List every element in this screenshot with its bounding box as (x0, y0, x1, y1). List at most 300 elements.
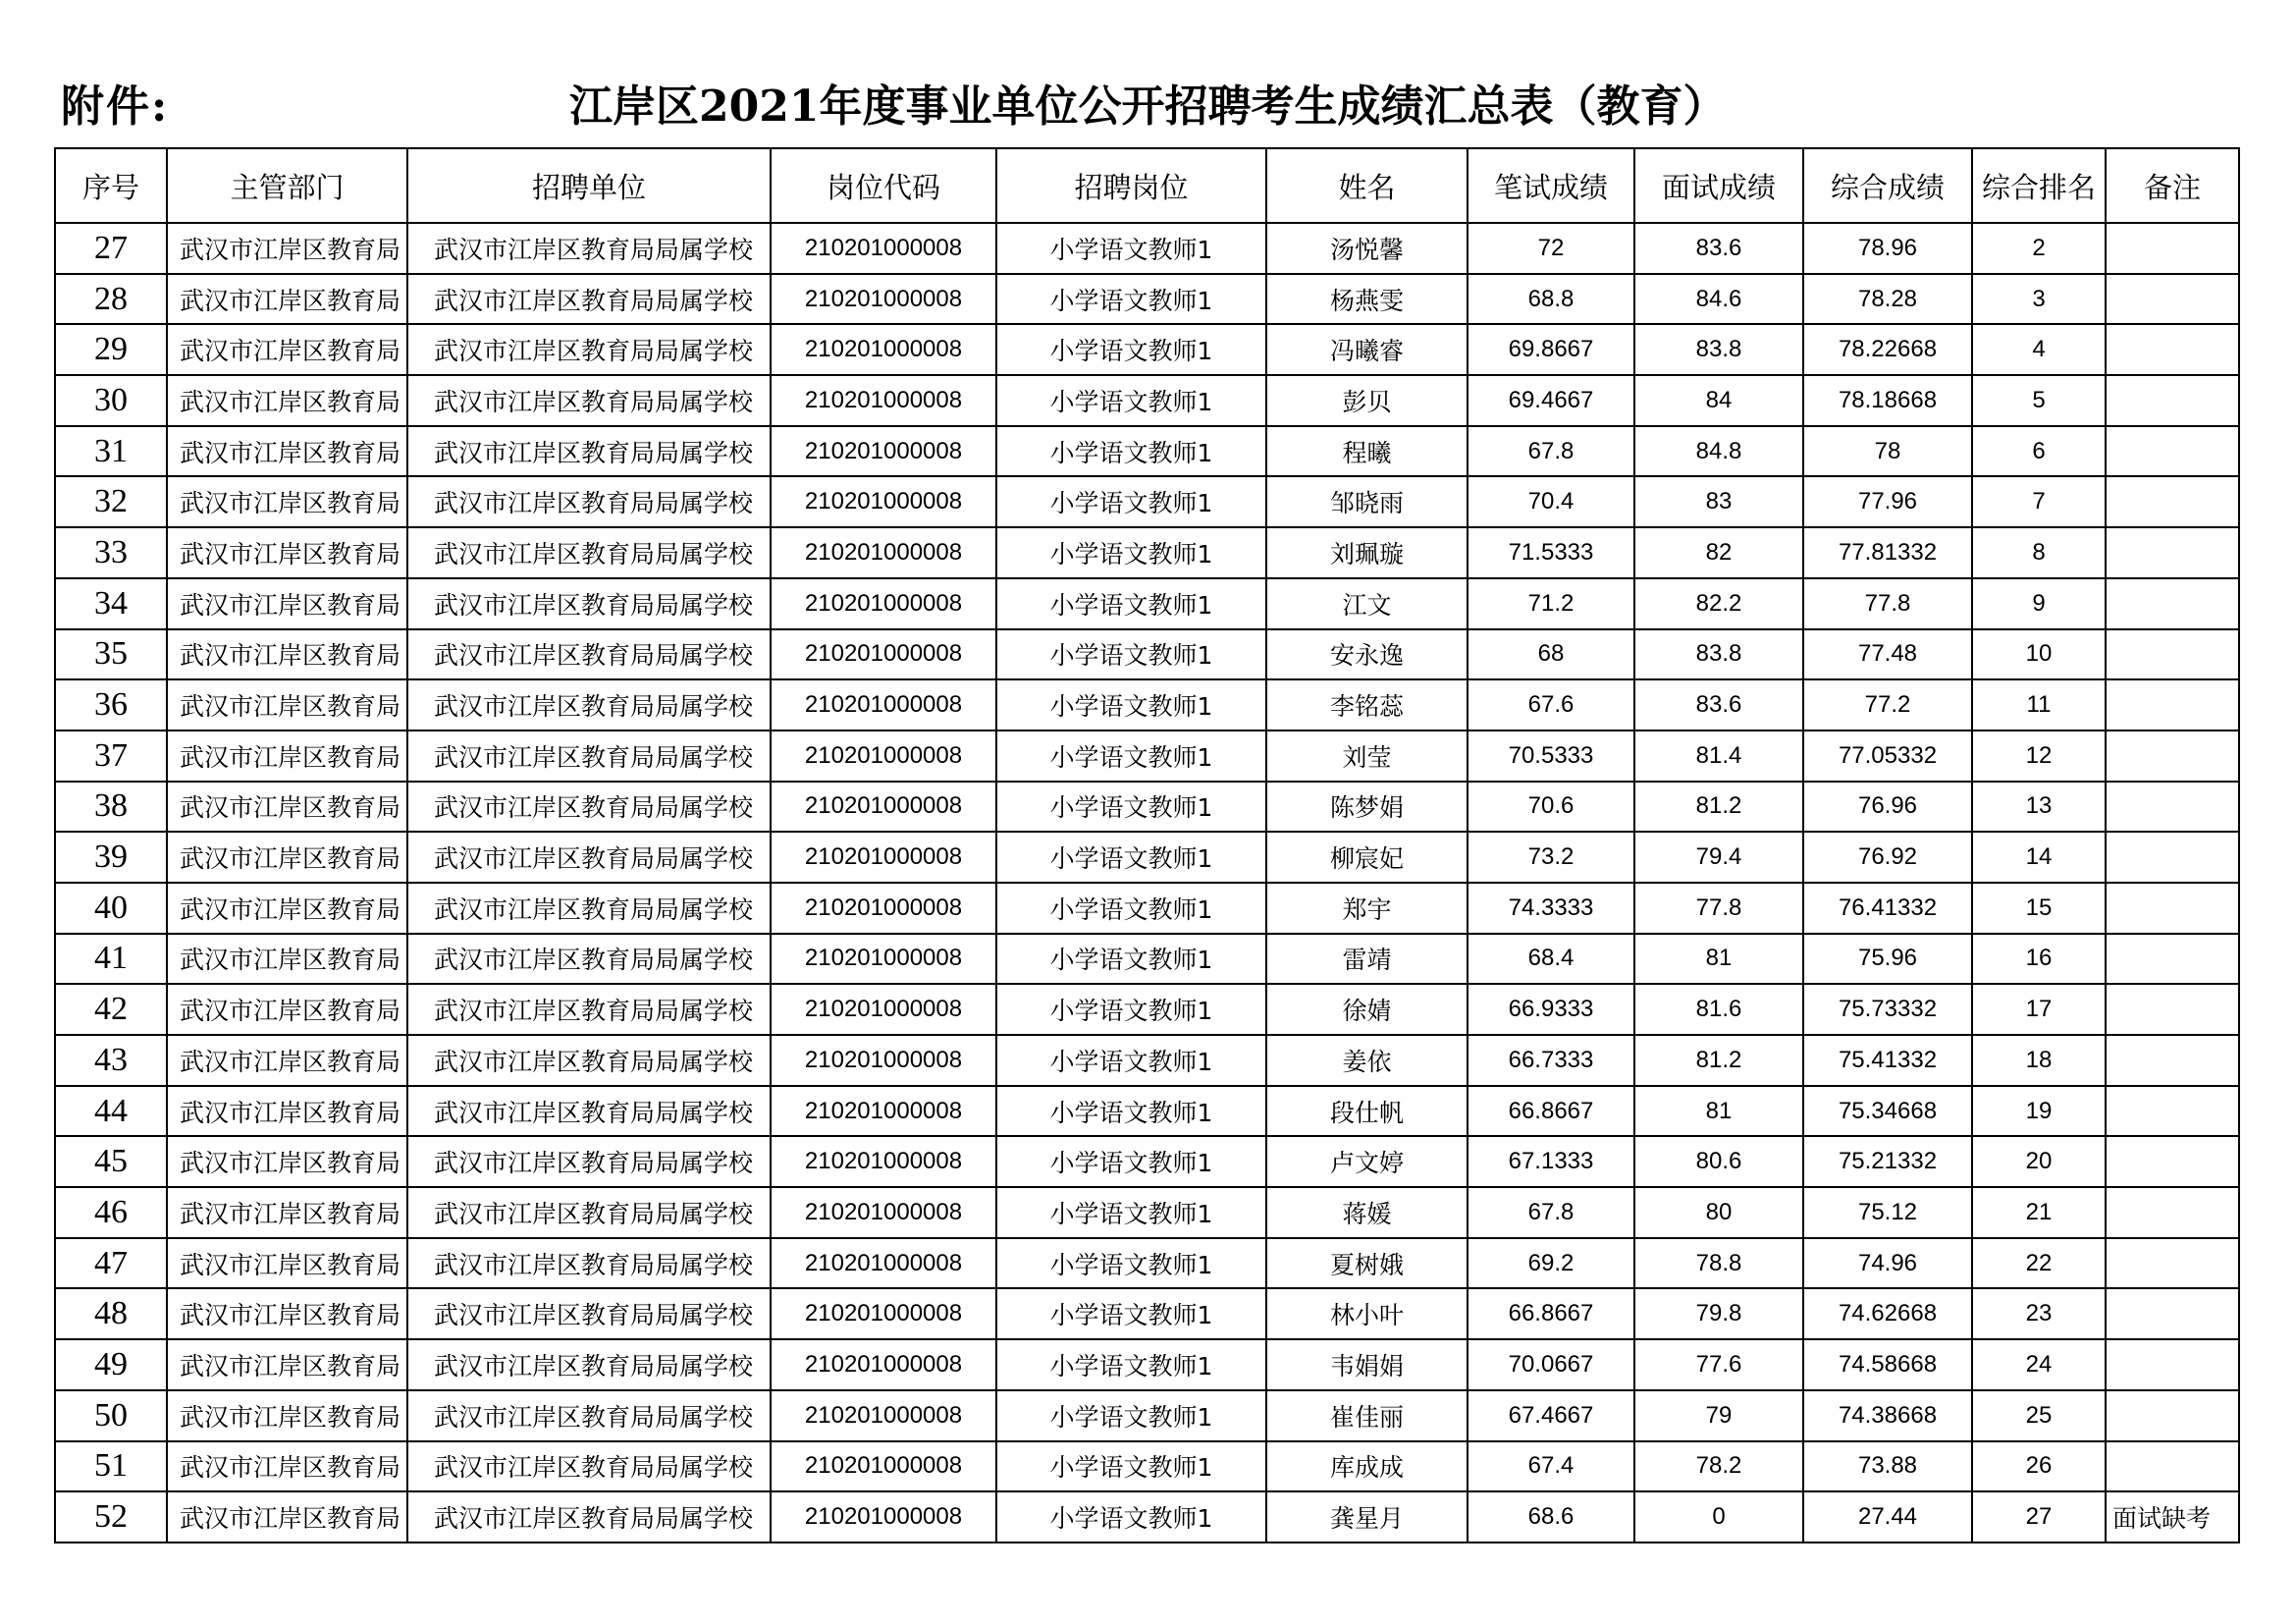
seq-cell: 28 (55, 274, 167, 325)
code-cell: 210201000008 (771, 832, 996, 883)
seq-cell: 48 (55, 1288, 167, 1339)
interview-score-cell: 80 (1634, 1187, 1803, 1238)
seq-cell: 46 (55, 1187, 167, 1238)
name-cell: 彭贝 (1266, 375, 1468, 426)
total-score-cell: 76.92 (1803, 832, 1972, 883)
interview-score-cell: 84.8 (1634, 426, 1803, 477)
note-cell (2106, 1390, 2239, 1441)
written-score-cell: 71.2 (1468, 578, 1634, 629)
table-header (55, 148, 2239, 223)
dept-cell: 武汉市江岸区教育局 (167, 1136, 407, 1187)
total-score-cell: 75.73332 (1803, 984, 1972, 1035)
note-cell (2106, 984, 2239, 1035)
rank-cell: 7 (1972, 476, 2106, 527)
code-cell: 210201000008 (771, 375, 996, 426)
position-cell: 小学语文教师1 (996, 629, 1266, 680)
rank-cell: 26 (1972, 1441, 2106, 1492)
seq-cell: 40 (55, 883, 167, 934)
position-cell: 小学语文教师1 (996, 984, 1266, 1035)
name-cell: 徐婧 (1266, 984, 1468, 1035)
dept-cell: 武汉市江岸区教育局 (167, 1035, 407, 1086)
total-score-cell: 77.48 (1803, 629, 1972, 680)
table-row (55, 1086, 2239, 1137)
dept-cell: 武汉市江岸区教育局 (167, 1441, 407, 1492)
dept-cell: 武汉市江岸区教育局 (167, 426, 407, 477)
code-cell: 210201000008 (771, 1035, 996, 1086)
unit-cell: 武汉市江岸区教育局局属学校 (407, 731, 771, 782)
interview-score-cell: 82 (1634, 527, 1803, 578)
written-score-cell: 66.8667 (1468, 1288, 1634, 1339)
written-score-cell: 67.8 (1468, 426, 1634, 477)
written-score-cell: 74.3333 (1468, 883, 1634, 934)
note-cell (2106, 1238, 2239, 1289)
total-score-cell: 77.2 (1803, 679, 1972, 731)
col-header-written: 笔试成绩 (1468, 148, 1634, 223)
unit-cell: 武汉市江岸区教育局局属学校 (407, 1035, 771, 1086)
code-cell: 210201000008 (771, 1238, 996, 1289)
seq-cell: 37 (55, 731, 167, 782)
interview-score-cell: 80.6 (1634, 1136, 1803, 1187)
table-row (55, 1035, 2239, 1086)
note-cell (2106, 1035, 2239, 1086)
code-cell: 210201000008 (771, 629, 996, 680)
seq-cell: 42 (55, 984, 167, 1035)
table-row (55, 1491, 2239, 1543)
note-cell (2106, 578, 2239, 629)
position-cell: 小学语文教师1 (996, 934, 1266, 985)
written-score-cell: 67.8 (1468, 1187, 1634, 1238)
unit-cell: 武汉市江岸区教育局局属学校 (407, 782, 771, 833)
position-cell: 小学语文教师1 (996, 223, 1266, 274)
dept-cell: 武汉市江岸区教育局 (167, 731, 407, 782)
written-score-cell: 72 (1468, 223, 1634, 274)
total-score-cell: 75.41332 (1803, 1035, 1972, 1086)
position-cell: 小学语文教师1 (996, 1339, 1266, 1390)
unit-cell: 武汉市江岸区教育局局属学校 (407, 476, 771, 527)
note-cell (2106, 1086, 2239, 1137)
position-cell: 小学语文教师1 (996, 324, 1266, 375)
dept-cell: 武汉市江岸区教育局 (167, 375, 407, 426)
total-score-cell: 78 (1803, 426, 1972, 477)
name-cell: 邹晓雨 (1266, 476, 1468, 527)
rank-cell: 10 (1972, 629, 2106, 680)
table-row (55, 1238, 2239, 1289)
total-score-cell: 77.81332 (1803, 527, 1972, 578)
interview-score-cell: 77.8 (1634, 883, 1803, 934)
seq-cell: 29 (55, 324, 167, 375)
unit-cell: 武汉市江岸区教育局局属学校 (407, 426, 771, 477)
document-title: 江岸区2021年度事业单位公开招聘考生成绩汇总表（教育） (569, 81, 1727, 132)
seq-cell: 44 (55, 1086, 167, 1137)
total-score-cell: 78.18668 (1803, 375, 1972, 426)
unit-cell: 武汉市江岸区教育局局属学校 (407, 629, 771, 680)
note-cell (2106, 934, 2239, 985)
total-score-cell: 74.96 (1803, 1238, 1972, 1289)
total-score-cell: 75.21332 (1803, 1136, 1972, 1187)
interview-score-cell: 79.4 (1634, 832, 1803, 883)
seq-cell: 47 (55, 1238, 167, 1289)
name-cell: 雷靖 (1266, 934, 1468, 985)
code-cell: 210201000008 (771, 1441, 996, 1492)
unit-cell: 武汉市江岸区教育局局属学校 (407, 984, 771, 1035)
seq-cell: 49 (55, 1339, 167, 1390)
written-score-cell: 67.4667 (1468, 1390, 1634, 1441)
total-score-cell: 27.44 (1803, 1491, 1972, 1543)
name-cell: 柳宸妃 (1266, 832, 1468, 883)
position-cell: 小学语文教师1 (996, 274, 1266, 325)
seq-cell: 50 (55, 1390, 167, 1441)
seq-cell: 32 (55, 476, 167, 527)
rank-cell: 17 (1972, 984, 2106, 1035)
interview-score-cell: 79 (1634, 1390, 1803, 1441)
name-cell: 刘莹 (1266, 731, 1468, 782)
col-header-unit: 招聘单位 (407, 148, 771, 223)
seq-cell: 52 (55, 1491, 167, 1543)
table-row (55, 1339, 2239, 1390)
seq-cell: 31 (55, 426, 167, 477)
col-header-note: 备注 (2106, 148, 2239, 223)
interview-score-cell: 81.6 (1634, 984, 1803, 1035)
note-cell (2106, 782, 2239, 833)
dept-cell: 武汉市江岸区教育局 (167, 1238, 407, 1289)
unit-cell: 武汉市江岸区教育局局属学校 (407, 679, 771, 731)
rank-cell: 3 (1972, 274, 2106, 325)
rank-cell: 27 (1972, 1491, 2106, 1543)
dept-cell: 武汉市江岸区教育局 (167, 679, 407, 731)
code-cell: 210201000008 (771, 223, 996, 274)
interview-score-cell: 84.6 (1634, 274, 1803, 325)
name-cell: 冯曦睿 (1266, 324, 1468, 375)
interview-score-cell: 81 (1634, 1086, 1803, 1137)
written-score-cell: 70.5333 (1468, 731, 1634, 782)
interview-score-cell: 78.8 (1634, 1238, 1803, 1289)
code-cell: 210201000008 (771, 731, 996, 782)
code-cell: 210201000008 (771, 1136, 996, 1187)
total-score-cell: 74.38668 (1803, 1390, 1972, 1441)
name-cell: 江文 (1266, 578, 1468, 629)
rank-cell: 25 (1972, 1390, 2106, 1441)
unit-cell: 武汉市江岸区教育局局属学校 (407, 324, 771, 375)
position-cell: 小学语文教师1 (996, 679, 1266, 731)
table-row (55, 578, 2239, 629)
rank-cell: 13 (1972, 782, 2106, 833)
rank-cell: 23 (1972, 1288, 2106, 1339)
unit-cell: 武汉市江岸区教育局局属学校 (407, 274, 771, 325)
note-cell (2106, 1441, 2239, 1492)
dept-cell: 武汉市江岸区教育局 (167, 1086, 407, 1137)
seq-cell: 30 (55, 375, 167, 426)
code-cell: 210201000008 (771, 476, 996, 527)
col-header-seq: 序号 (55, 148, 167, 223)
table-row (55, 629, 2239, 680)
col-header-name: 姓名 (1266, 148, 1468, 223)
name-cell: 姜依 (1266, 1035, 1468, 1086)
note-cell (2106, 324, 2239, 375)
total-score-cell: 74.62668 (1803, 1288, 1972, 1339)
position-cell: 小学语文教师1 (996, 476, 1266, 527)
table-row (55, 274, 2239, 325)
unit-cell: 武汉市江岸区教育局局属学校 (407, 1238, 771, 1289)
dept-cell: 武汉市江岸区教育局 (167, 578, 407, 629)
written-score-cell: 70.4 (1468, 476, 1634, 527)
dept-cell: 武汉市江岸区教育局 (167, 223, 407, 274)
written-score-cell: 69.2 (1468, 1238, 1634, 1289)
written-score-cell: 71.5333 (1468, 527, 1634, 578)
table-row (55, 883, 2239, 934)
written-score-cell: 66.9333 (1468, 984, 1634, 1035)
written-score-cell: 66.7333 (1468, 1035, 1634, 1086)
rank-cell: 8 (1972, 527, 2106, 578)
total-score-cell: 77.8 (1803, 578, 1972, 629)
rank-cell: 21 (1972, 1187, 2106, 1238)
dept-cell: 武汉市江岸区教育局 (167, 476, 407, 527)
written-score-cell: 73.2 (1468, 832, 1634, 883)
rank-cell: 2 (1972, 223, 2106, 274)
code-cell: 210201000008 (771, 1187, 996, 1238)
table-row (55, 782, 2239, 833)
code-cell: 210201000008 (771, 782, 996, 833)
rank-cell: 5 (1972, 375, 2106, 426)
total-score-cell: 76.96 (1803, 782, 1972, 833)
note-cell (2106, 731, 2239, 782)
note-cell (2106, 883, 2239, 934)
note-cell (2106, 679, 2239, 731)
interview-score-cell: 79.8 (1634, 1288, 1803, 1339)
seq-cell: 34 (55, 578, 167, 629)
written-score-cell: 67.6 (1468, 679, 1634, 731)
position-cell: 小学语文教师1 (996, 1035, 1266, 1086)
note-cell (2106, 1136, 2239, 1187)
total-score-cell: 78.96 (1803, 223, 1972, 274)
code-cell: 210201000008 (771, 324, 996, 375)
name-cell: 李铭蕊 (1266, 679, 1468, 731)
unit-cell: 武汉市江岸区教育局局属学校 (407, 832, 771, 883)
note-cell (2106, 1339, 2239, 1390)
interview-score-cell: 77.6 (1634, 1339, 1803, 1390)
score-table (54, 147, 2240, 1543)
table-row (55, 1136, 2239, 1187)
rank-cell: 12 (1972, 731, 2106, 782)
seq-cell: 33 (55, 527, 167, 578)
total-score-cell: 75.34668 (1803, 1086, 1972, 1137)
name-cell: 崔佳丽 (1266, 1390, 1468, 1441)
written-score-cell: 69.8667 (1468, 324, 1634, 375)
name-cell: 段仕帆 (1266, 1086, 1468, 1137)
note-cell (2106, 629, 2239, 680)
rank-cell: 22 (1972, 1238, 2106, 1289)
dept-cell: 武汉市江岸区教育局 (167, 984, 407, 1035)
dept-cell: 武汉市江岸区教育局 (167, 527, 407, 578)
unit-cell: 武汉市江岸区教育局局属学校 (407, 1288, 771, 1339)
dept-cell: 武汉市江岸区教育局 (167, 782, 407, 833)
name-cell: 林小叶 (1266, 1288, 1468, 1339)
name-cell: 龚星月 (1266, 1491, 1468, 1543)
dept-cell: 武汉市江岸区教育局 (167, 1288, 407, 1339)
total-score-cell: 73.88 (1803, 1441, 1972, 1492)
table-row (55, 375, 2239, 426)
code-cell: 210201000008 (771, 426, 996, 477)
name-cell: 郑宇 (1266, 883, 1468, 934)
col-header-position: 招聘岗位 (996, 148, 1266, 223)
table-row (55, 1441, 2239, 1492)
interview-score-cell: 83.8 (1634, 324, 1803, 375)
total-score-cell: 77.96 (1803, 476, 1972, 527)
rank-cell: 18 (1972, 1035, 2106, 1086)
col-header-rank: 综合排名 (1972, 148, 2106, 223)
rank-cell: 15 (1972, 883, 2106, 934)
position-cell: 小学语文教师1 (996, 1086, 1266, 1137)
seq-cell: 39 (55, 832, 167, 883)
position-cell: 小学语文教师1 (996, 1491, 1266, 1543)
name-cell: 刘珮璇 (1266, 527, 1468, 578)
col-header-interview: 面试成绩 (1634, 148, 1803, 223)
total-score-cell: 75.96 (1803, 934, 1972, 985)
rank-cell: 24 (1972, 1339, 2106, 1390)
dept-cell: 武汉市江岸区教育局 (167, 629, 407, 680)
seq-cell: 41 (55, 934, 167, 985)
seq-cell: 27 (55, 223, 167, 274)
name-cell: 杨燕雯 (1266, 274, 1468, 325)
rank-cell: 4 (1972, 324, 2106, 375)
note-cell (2106, 527, 2239, 578)
note-cell (2106, 274, 2239, 325)
col-header-code: 岗位代码 (771, 148, 996, 223)
name-cell: 卢文婷 (1266, 1136, 1468, 1187)
col-header-dept: 主管部门 (167, 148, 407, 223)
table-row (55, 679, 2239, 731)
position-cell: 小学语文教师1 (996, 426, 1266, 477)
dept-cell: 武汉市江岸区教育局 (167, 1491, 407, 1543)
seq-cell: 51 (55, 1441, 167, 1492)
note-cell (2106, 1288, 2239, 1339)
interview-score-cell: 83.6 (1634, 223, 1803, 274)
total-score-cell: 78.28 (1803, 274, 1972, 325)
unit-cell: 武汉市江岸区教育局局属学校 (407, 375, 771, 426)
note-cell: 面试缺考 (2106, 1491, 2239, 1543)
code-cell: 210201000008 (771, 934, 996, 985)
note-cell (2106, 476, 2239, 527)
unit-cell: 武汉市江岸区教育局局属学校 (407, 1491, 771, 1543)
header-row (55, 148, 2239, 223)
position-cell: 小学语文教师1 (996, 883, 1266, 934)
seq-cell: 43 (55, 1035, 167, 1086)
unit-cell: 武汉市江岸区教育局局属学校 (407, 578, 771, 629)
dept-cell: 武汉市江岸区教育局 (167, 274, 407, 325)
table-row (55, 476, 2239, 527)
table-row (55, 934, 2239, 985)
name-cell: 汤悦馨 (1266, 223, 1468, 274)
unit-cell: 武汉市江岸区教育局局属学校 (407, 934, 771, 985)
table-row (55, 426, 2239, 477)
written-score-cell: 68 (1468, 629, 1634, 680)
col-header-total: 综合成绩 (1803, 148, 1972, 223)
rank-cell: 20 (1972, 1136, 2106, 1187)
position-cell: 小学语文教师1 (996, 375, 1266, 426)
position-cell: 小学语文教师1 (996, 527, 1266, 578)
rank-cell: 14 (1972, 832, 2106, 883)
interview-score-cell: 81.4 (1634, 731, 1803, 782)
dept-cell: 武汉市江岸区教育局 (167, 1187, 407, 1238)
attachment-label: 附件: (61, 81, 170, 132)
name-cell: 夏树娥 (1266, 1238, 1468, 1289)
table-row (55, 1390, 2239, 1441)
written-score-cell: 68.4 (1468, 934, 1634, 985)
rank-cell: 9 (1972, 578, 2106, 629)
unit-cell: 武汉市江岸区教育局局属学校 (407, 223, 771, 274)
code-cell: 210201000008 (771, 679, 996, 731)
name-cell: 程曦 (1266, 426, 1468, 477)
table-row (55, 324, 2239, 375)
code-cell: 210201000008 (771, 883, 996, 934)
position-cell: 小学语文教师1 (996, 578, 1266, 629)
code-cell: 210201000008 (771, 578, 996, 629)
code-cell: 210201000008 (771, 274, 996, 325)
written-score-cell: 67.4 (1468, 1441, 1634, 1492)
name-cell: 蒋媛 (1266, 1187, 1468, 1238)
unit-cell: 武汉市江岸区教育局局属学校 (407, 883, 771, 934)
written-score-cell: 70.6 (1468, 782, 1634, 833)
position-cell: 小学语文教师1 (996, 1288, 1266, 1339)
code-cell: 210201000008 (771, 1491, 996, 1543)
note-cell (2106, 1187, 2239, 1238)
written-score-cell: 66.8667 (1468, 1086, 1634, 1137)
interview-score-cell: 83 (1634, 476, 1803, 527)
position-cell: 小学语文教师1 (996, 1441, 1266, 1492)
written-score-cell: 69.4667 (1468, 375, 1634, 426)
interview-score-cell: 81 (1634, 934, 1803, 985)
name-cell: 库成成 (1266, 1441, 1468, 1492)
total-score-cell: 77.05332 (1803, 731, 1972, 782)
position-cell: 小学语文教师1 (996, 782, 1266, 833)
rank-cell: 11 (1972, 679, 2106, 731)
seq-cell: 38 (55, 782, 167, 833)
table-row (55, 1187, 2239, 1238)
table-row (55, 731, 2239, 782)
code-cell: 210201000008 (771, 984, 996, 1035)
rank-cell: 16 (1972, 934, 2106, 985)
unit-cell: 武汉市江岸区教育局局属学校 (407, 1390, 771, 1441)
name-cell: 陈梦娟 (1266, 782, 1468, 833)
dept-cell: 武汉市江岸区教育局 (167, 324, 407, 375)
note-cell (2106, 832, 2239, 883)
dept-cell: 武汉市江岸区教育局 (167, 832, 407, 883)
dept-cell: 武汉市江岸区教育局 (167, 1390, 407, 1441)
position-cell: 小学语文教师1 (996, 731, 1266, 782)
dept-cell: 武汉市江岸区教育局 (167, 883, 407, 934)
total-score-cell: 78.22668 (1803, 324, 1972, 375)
total-score-cell: 74.58668 (1803, 1339, 1972, 1390)
interview-score-cell: 84 (1634, 375, 1803, 426)
note-cell (2106, 223, 2239, 274)
rank-cell: 6 (1972, 426, 2106, 477)
interview-score-cell: 78.2 (1634, 1441, 1803, 1492)
name-cell: 安永逸 (1266, 629, 1468, 680)
code-cell: 210201000008 (771, 1288, 996, 1339)
interview-score-cell: 82.2 (1634, 578, 1803, 629)
table-row (55, 223, 2239, 274)
position-cell: 小学语文教师1 (996, 1187, 1266, 1238)
table-body (55, 223, 2239, 1543)
dept-cell: 武汉市江岸区教育局 (167, 934, 407, 985)
rank-cell: 19 (1972, 1086, 2106, 1137)
written-score-cell: 70.0667 (1468, 1339, 1634, 1390)
unit-cell: 武汉市江岸区教育局局属学校 (407, 1339, 771, 1390)
code-cell: 210201000008 (771, 1390, 996, 1441)
unit-cell: 武汉市江岸区教育局局属学校 (407, 1187, 771, 1238)
total-score-cell: 76.41332 (1803, 883, 1972, 934)
interview-score-cell: 83.6 (1634, 679, 1803, 731)
position-cell: 小学语文教师1 (996, 1136, 1266, 1187)
